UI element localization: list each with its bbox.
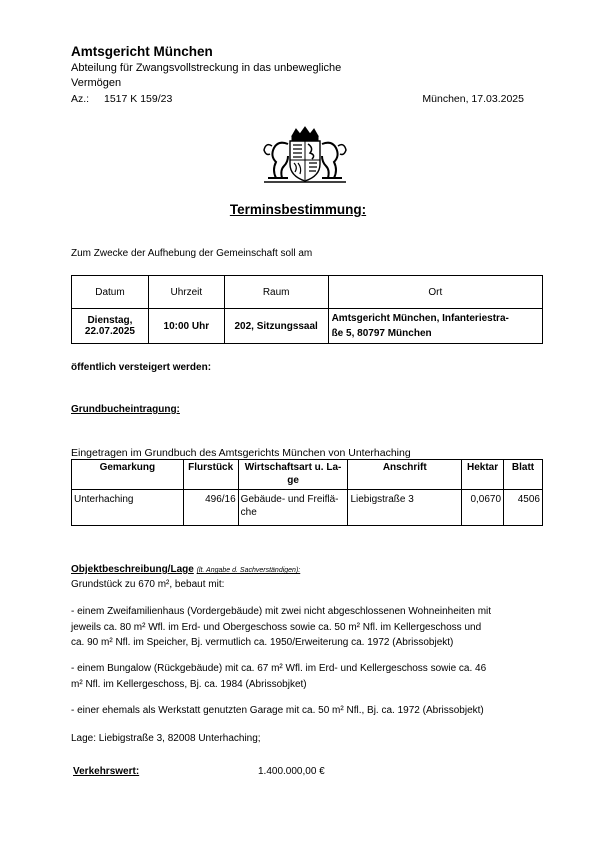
schedule-row: [72, 309, 543, 344]
schedule-header-uhrzeit: Uhrzeit: [148, 276, 224, 309]
schedule-uhrzeit: 10:00 Uhr: [148, 309, 224, 344]
grundbuch-wirtschaftsart: [238, 490, 348, 526]
grundbuch-row: [72, 490, 543, 526]
grundbuch-intro: Eingetragen im Grundbuch des Amtsgerichts München von Unterhaching: [71, 447, 411, 459]
schedule-header-datum: Datum: [72, 276, 149, 309]
objekt-item-bungalow: [71, 661, 541, 692]
schedule-date: 22.07.2025: [84, 326, 135, 337]
objekt-heading: [71, 564, 300, 575]
department-line-2: Vermögen: [71, 77, 122, 89]
objekt-location: Lage: Liebigstraße 3, 82008 Unterhaching;: [71, 733, 261, 744]
objekt-heading-title: Objektbeschreibung/Lage: [71, 564, 194, 575]
grundbuch-heading: Grundbucheintragung:: [71, 404, 180, 415]
schedule-ort: [328, 309, 542, 344]
grundbuch-wirtschaftsart-line-2: che: [240, 507, 257, 518]
grundbuch-header-flurstueck: Flurstück: [183, 460, 238, 490]
grundbuch-header-wirtschaftsart: [238, 460, 348, 490]
grundbuch-header-hektar: Hektar: [462, 460, 504, 490]
coat-of-arms-icon: [262, 126, 348, 184]
grundbuch-header-wirtschaftsart-line-1: Wirtschaftsart u. La-: [244, 462, 342, 473]
schedule-header-raum: Raum: [224, 276, 328, 309]
grundbuch-header-wirtschaftsart-line-2: ge: [287, 475, 299, 486]
grundbuch-gemarkung: Unterhaching: [72, 490, 184, 526]
department: [71, 61, 371, 91]
grundbuch-header-blatt: Blatt: [504, 460, 543, 490]
grundbuch-table: [71, 459, 543, 526]
objekt-heading-note: (lt. Angabe d. Sachverständigen):: [196, 567, 301, 574]
market-value-amount: 1.400.000,00 €: [258, 766, 325, 777]
schedule-header-ort: Ort: [328, 276, 542, 309]
auction-statement: öffentlich versteigert werden:: [71, 362, 212, 373]
objekt-item-house: [71, 604, 541, 651]
schedule-datum: [72, 309, 149, 344]
intro-text: Zum Zwecke der Aufhebung der Gemeinschaft soll am: [71, 248, 313, 259]
objekt-item-house-line-1: - einem Zweifamilienhaus (Vordergebäude) mit zwei nicht abgeschlossenen Wohneinheiten mit: [71, 606, 492, 617]
schedule-weekday: Dienstag,: [87, 315, 133, 326]
department-line-1: Abteilung für Zwangsvollstreckung in das unbewegliche: [71, 62, 342, 74]
grundbuch-anschrift: Liebigstraße 3: [348, 490, 462, 526]
grundbuch-header-gemarkung: Gemarkung: [72, 460, 184, 490]
schedule-raum: 202, Sitzungssaal: [224, 309, 328, 344]
market-value-label: Verkehrswert:: [73, 766, 140, 777]
grundbuch-header-row: [72, 460, 543, 490]
schedule-table: [71, 275, 543, 344]
objekt-item-garage: - einer ehemals als Werkstatt genutzten Garage mit ca. 50 m² Nfl., Bj. ca. 1972 (Abrissobjekt): [71, 705, 484, 716]
case-number-label: Az.:: [71, 93, 90, 105]
objekt-item-house-line-2: jeweils ca. 80 m² Wfl. im Erd- und Obergeschoss sowie ca. 50 m² Nfl. im Kellergeschoss und: [71, 621, 482, 633]
grundbuch-hektar: 0,0670: [462, 490, 504, 526]
objekt-item-bungalow-line-2: m² Nfl. im Kellergeschoss, Bj. ca. 1984 (Abrissobjket): [71, 678, 307, 690]
court-name: Amtsgericht München: [71, 44, 213, 59]
place-date: München, 17.03.2025: [422, 93, 524, 105]
schedule-ort-line-2: ße 5, 80797 München: [331, 328, 432, 339]
objekt-size: Grundstück zu 670 m², bebaut mit:: [71, 579, 225, 590]
schedule-ort-line-1: Amtsgericht München, Infanteriestra-: [331, 313, 509, 324]
grundbuch-blatt: 4506: [504, 490, 543, 526]
document-title: Terminsbestimmung:: [229, 202, 367, 217]
grundbuch-wirtschaftsart-line-1: Gebäude- und Freiflä-: [240, 494, 339, 505]
grundbuch-header-anschrift: Anschrift: [348, 460, 462, 490]
grundbuch-flurstueck: 496/16: [183, 490, 238, 526]
schedule-header-row: [72, 276, 543, 309]
objekt-item-bungalow-line-1: - einem Bungalow (Rückgebäude) mit ca. 67 m² Wfl. im Erd- und Kellergeschoss sowie ca. 46: [71, 663, 487, 674]
case-number: 1517 K 159/23: [104, 93, 173, 105]
objekt-item-house-line-3: ca. 90 m² Nfl. im Speicher, Bj. vermutlich ca. 1950/Erweiterung ca. 1972 (Abrissobjekt): [71, 637, 454, 648]
